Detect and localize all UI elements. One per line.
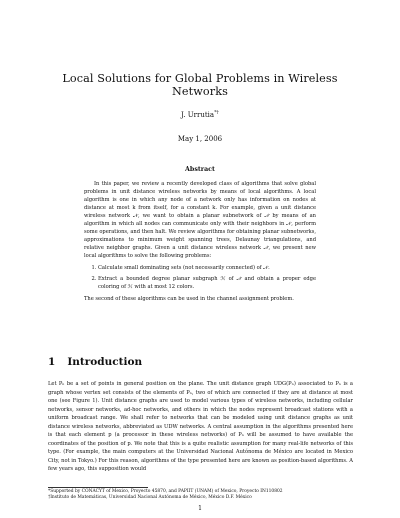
footnote-support: *Supported by CONACYT of Mexico, Proyecto 45870, and PAPIIT (UNAM) of Mexico, Proyecto IN110802 (48, 489, 283, 494)
abstract-body (84, 180, 316, 303)
intro-body (48, 380, 353, 474)
abstract-closing: The second of these algorithms can be used in the channel assignment problem. (84, 295, 294, 302)
footnotes (48, 489, 353, 501)
section-heading (48, 356, 142, 368)
abstract-problem-item: 1. Calculate small dominating sets (not necessarily connected) of 𝒩. (98, 264, 316, 272)
author-line (40, 111, 360, 119)
author-footnote-marks: *† (214, 109, 219, 116)
intro-paragraph: Let Pₙ be a set of points in general position on the plane. The unit distance graph UDG(Pₙ) associated to Pₙ is a graph whose vertex set consists of the elements of Pₙ, two of which are connected if they are at distance at most one (see Figure 1). Unit distance graphs are used to model various types of wireless networks, including cellular networks, sensor networks, ad-hoc networks, and others in which the nodes represent broadcast stations with a uniform broadcast range. We shall refer to networks that can be modeled using unit distance graphs as unit distance wireless networks, abbreviated as UDW networks. A central assumption in the algorithms presented here is that each element p (a processor in these wireless networks) of Pₙ will be assumed to have available the coordinates of the position of p. We note that this is a quite realistic assumption for many real-life networks of this type. (For example, the main computers at the Universidad Nacional Autónoma de México are located in Mexico City, not in Tokyo.) For this reason, algorithms of the type presented here are known as position-based algorithms. A few years ago, this supposition would (48, 381, 353, 472)
section-number: 1 (48, 356, 56, 368)
author-name: J. Urrutia (181, 111, 215, 119)
footnote-rule (48, 487, 148, 488)
section-title: Introduction (67, 356, 143, 368)
abstract-paragraph: In this paper, we review a recently developed class of algorithms that solve global problems in unit distance wireless networks by means of local algorithms. A local algorithm is one in which any node of a network only has information on nodes at distance at most k from itself, for a constant k. For example, given a unit distance wireless network 𝒩, we want to obtain a planar subnetwork of 𝒩 by means of an algorithm in which all nodes can communicate only with their neighbors in 𝒩, perform some operations, and then halt. We review algorithms for obtaining planar subnetworks, approximations to minimum weight spanning trees, Delaunay triangulations, and relative neighbor graphs. Given a unit distance wireless network 𝒩, we present new local algorithms to solve the following problems: (84, 181, 316, 260)
footnote-affiliation: †Instituto de Matemáticas, Universidad Nacional Autónoma de México, México D.F. México (48, 495, 252, 501)
page-number: 1 (198, 505, 202, 512)
abstract-heading: Abstract (185, 166, 215, 173)
paper-title: Local Solutions for Global Problems in Wireless Networks (62, 72, 338, 98)
abstract-problem-item: 2. Extract a bounded degree planar subgraph ℋ of 𝒩 and obtain a proper edge coloring of ℋ with at most 12 colors. (98, 275, 316, 291)
abstract-problem-list (84, 264, 316, 290)
paper-date: May 1, 2006 (177, 135, 223, 143)
